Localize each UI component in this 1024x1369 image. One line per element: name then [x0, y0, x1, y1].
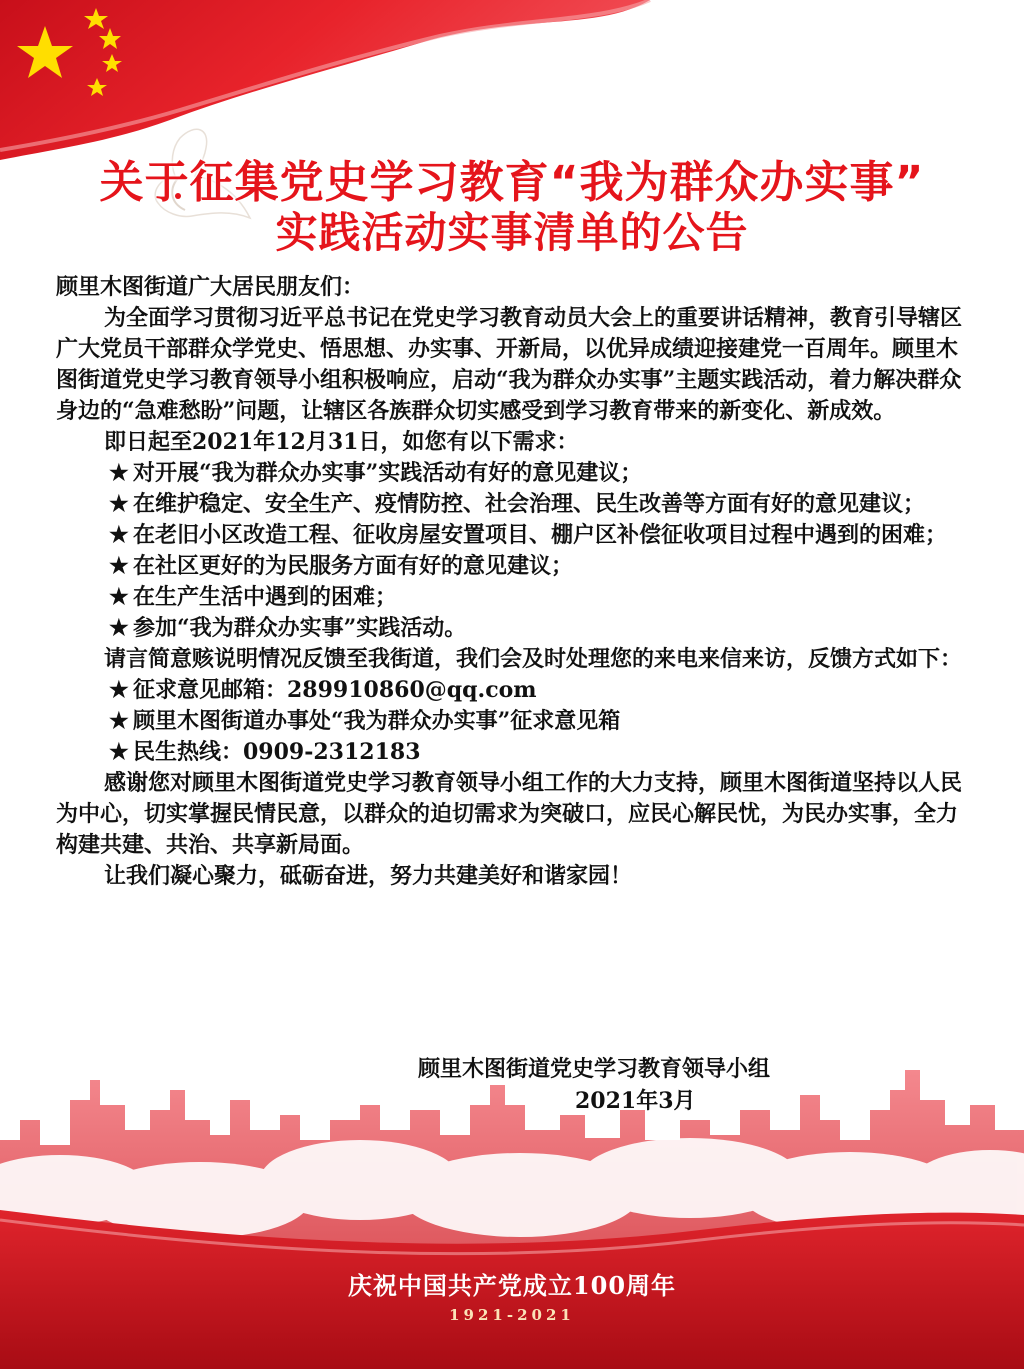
notice-body [56, 272, 968, 892]
paragraph-feedback: 请言简意赅说明情况反馈至我街道，我们会及时处理您的来电来信来访，反馈方式如下： [104, 646, 963, 672]
star-icon: ★ [109, 491, 129, 517]
paragraph-intro: 为全面学习贯彻习近平总书记在党史学习教育动员大会上的重要讲话精神，教育引导辖区广大党员干部群众学党史、悟思想、办实事、开新局，以优异成绩迎接建党一百周年。顾里木图街道党史学习教育领导小组积极响应，启动“我为群众办实事”主题实践活动，着力解决群众身边的“急难愁盼”问题，让辖区各族群众切实感受到学习教育带来的新变化、新成效。 [56, 305, 963, 424]
signature-org: 顾里木图街道党史学习教育领导小组 [418, 1056, 771, 1082]
star-icon: ★ [109, 553, 129, 579]
page-subtitle: 实践活动实事清单的公告 [275, 208, 749, 257]
star-icon: ★ [109, 739, 129, 765]
contact-hotline: ★ 民生热线：0909-2312183 [56, 737, 968, 768]
paragraph-period: 即日起至2021年12月31日，如您有以下需求： [104, 429, 579, 455]
star-icon: ★ [109, 584, 129, 610]
list-item: ★ 在生产生活中遇到的困难； [56, 582, 968, 613]
contact-box: ★ 顾里木图街道办事处“我为群众办实事”征求意见箱 [56, 706, 968, 737]
paragraph-thanks: 感谢您对顾里木图街道党史学习教育领导小组工作的大力支持，顾里木图街道坚持以人民为中心，切实掌握民情民意，以群众的迫切需求为突破口，应民心解民忧，为民办实事，全力构建共建、共治、共享新局面。 [56, 770, 963, 858]
star-icon: ★ [109, 522, 129, 548]
signature-date: 2021年3月 [575, 1088, 696, 1114]
salutation: 顾里木图街道广大居民朋友们： [56, 274, 365, 300]
list-item: ★ 参加“我为群众办实事”实践活动。 [56, 613, 968, 644]
star-icon: ★ [109, 708, 129, 734]
star-icon: ★ [109, 615, 129, 641]
star-icon: ★ [109, 460, 129, 486]
list-item: ★ 在社区更好的为民服务方面有好的意见建议； [56, 551, 968, 582]
star-icon: ★ [109, 677, 129, 703]
paragraph-closing: 让我们凝心聚力，砥砺奋进，努力共建美好和谐家园！ [104, 863, 633, 889]
footer-years: 1921-2021 [449, 1306, 575, 1324]
list-item: ★ 对开展“我为群众办实事”实践活动有好的意见建议； [56, 458, 968, 489]
footer-slogan: 庆祝中国共产党成立100周年 [347, 1271, 677, 1300]
list-item: ★ 在老旧小区改造工程、征收房屋安置项目、棚户区补偿征收项目过程中遇到的困难； [56, 520, 968, 551]
list-item: ★ 在维护稳定、安全生产、疫情防控、社会治理、民生改善等方面有好的意见建议； [56, 489, 968, 520]
page-title: 关于征集党史学习教育“我为群众办实事” [99, 157, 925, 208]
contact-email: ★ 征求意见邮箱：289910860@qq.com [56, 675, 968, 706]
